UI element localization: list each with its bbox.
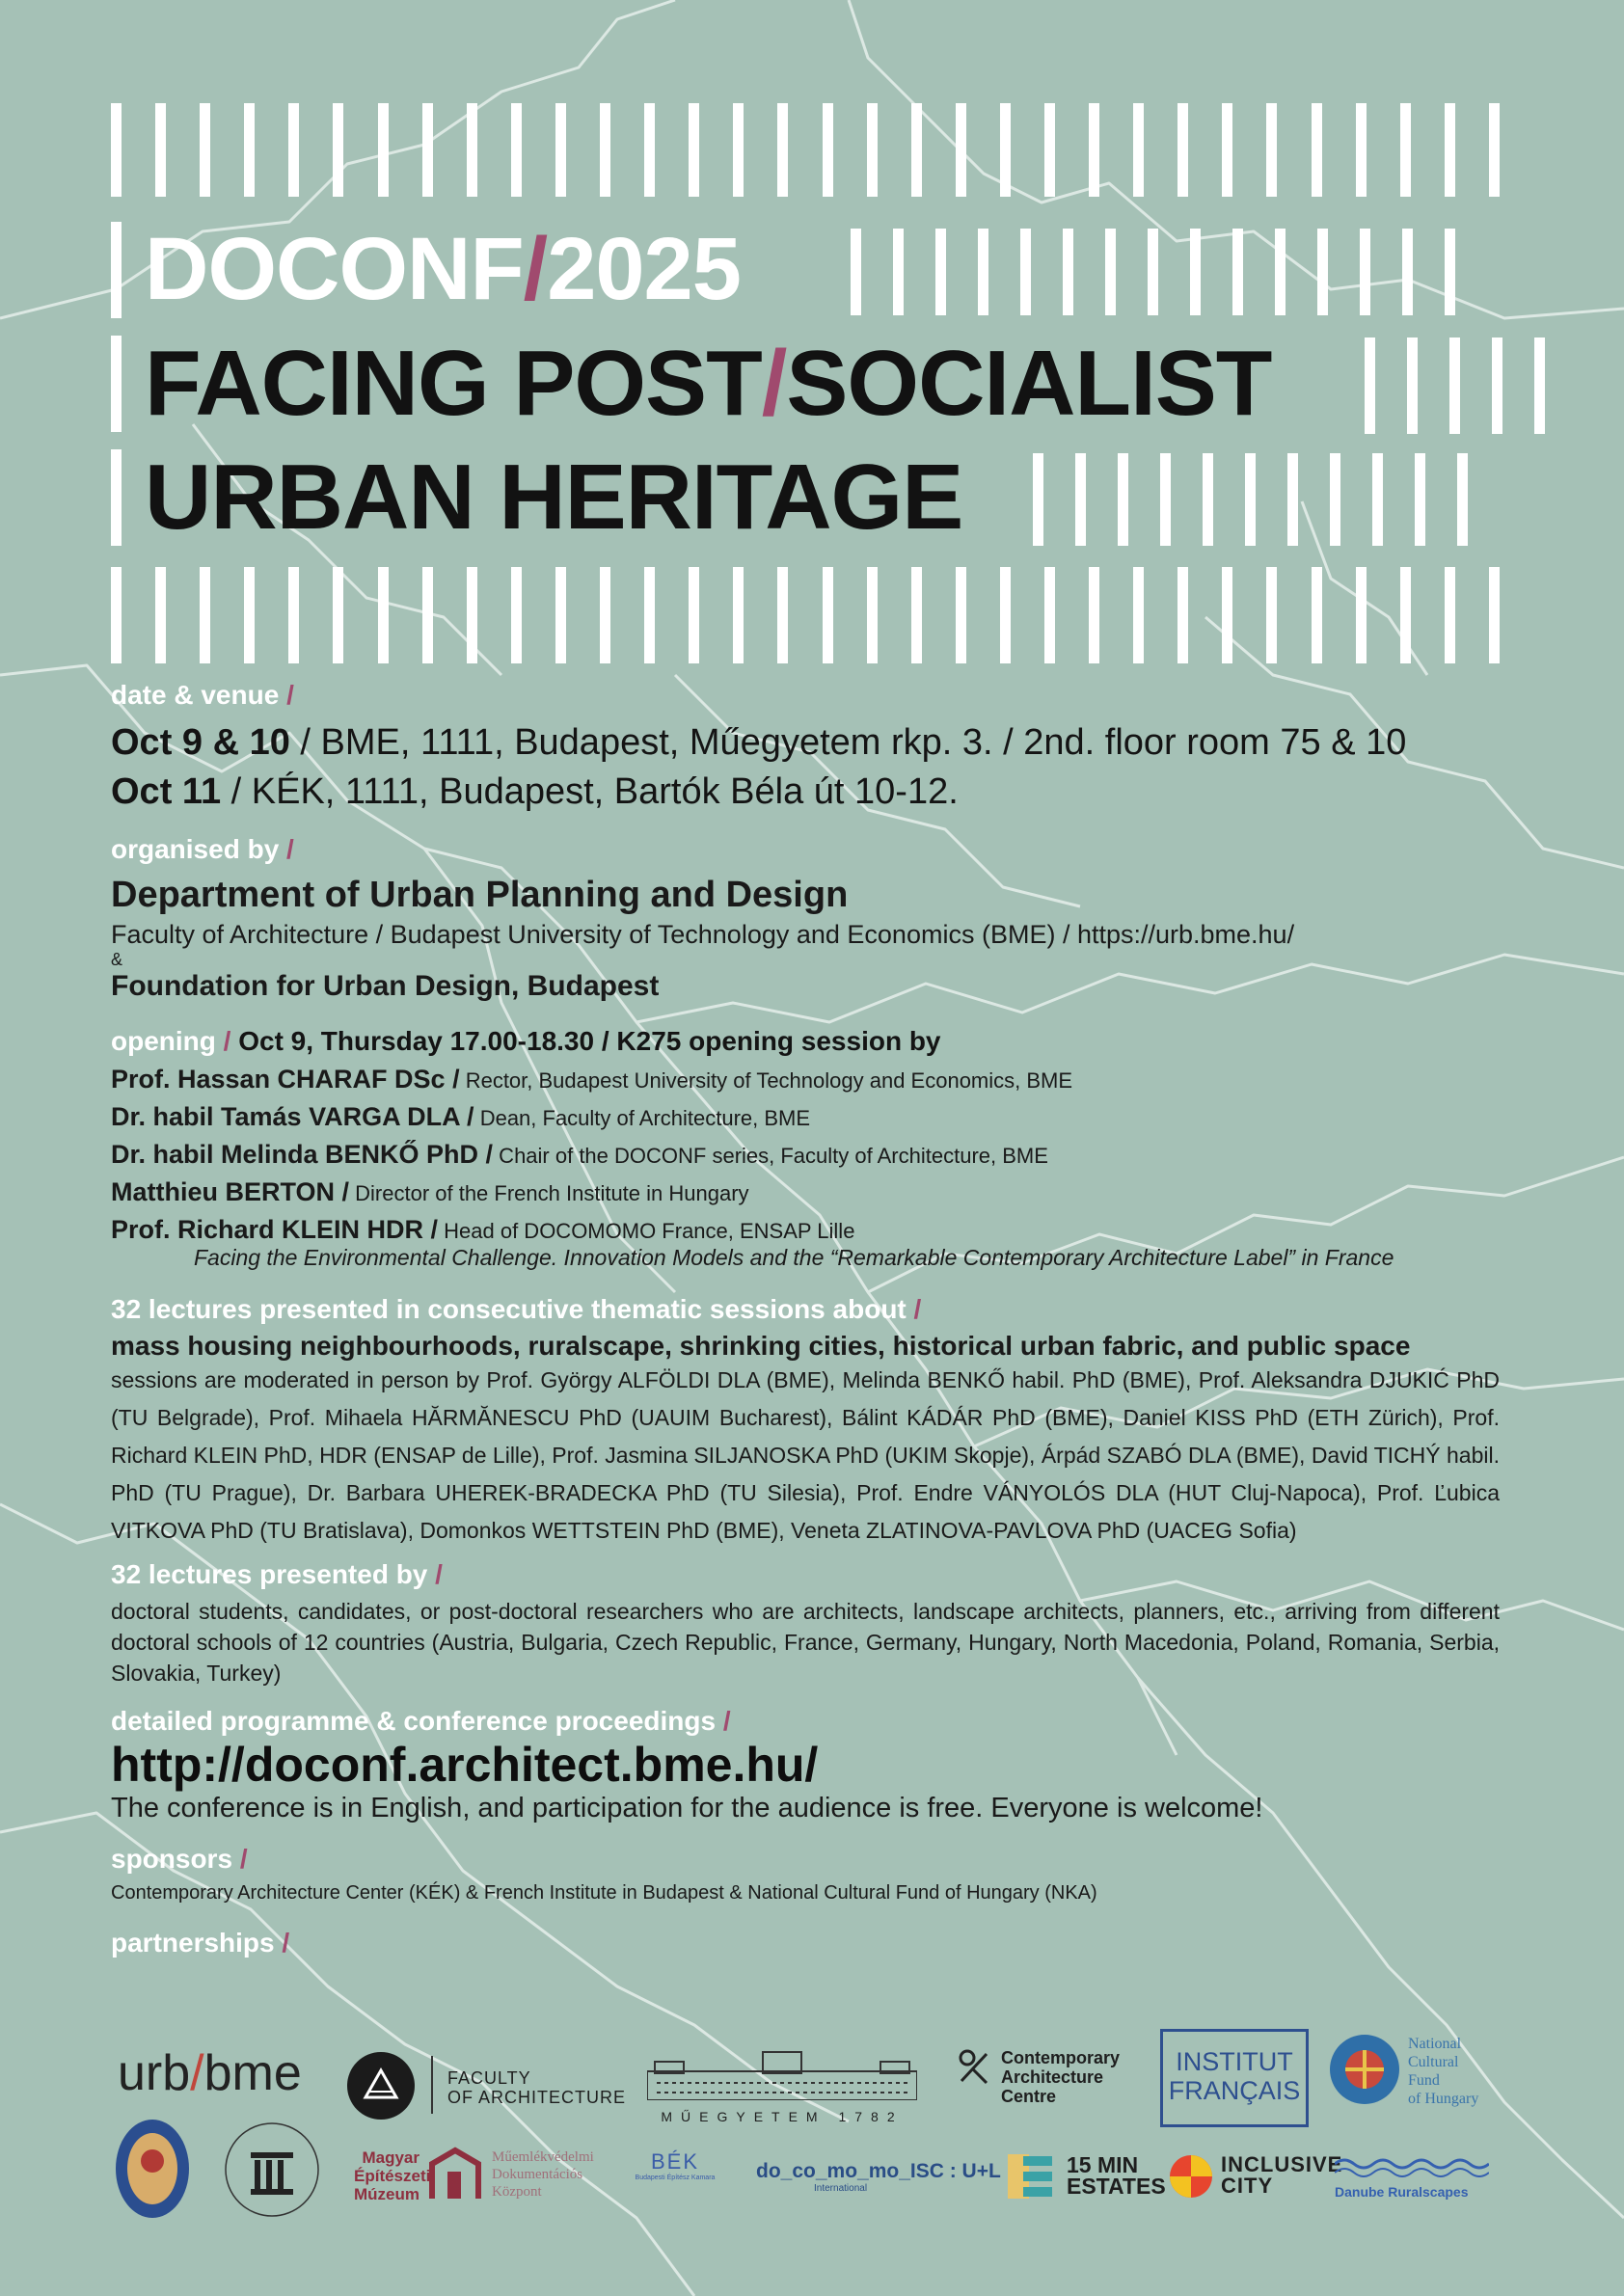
heritage-docs-logo: Műemlékvédelmi Dokumentációs Központ bbox=[492, 2149, 594, 2200]
wave-icon bbox=[1335, 2156, 1489, 2177]
session-moderators: sessions are moderated in person by Prof. György ALFÖLDI DLA (BME), Melinda BENKŐ habil. PhD (BME), Prof. Aleksandra DJUKIĆ PhD (TU Belgrade), Prof. Mihaela HĂRMĂNESCU PhD (UAUIM Bucharest), Bálint KÁDÁR PhD (BME), Daniel KISS PhD (ETH Zürich), Prof. Richard KLEIN PhD, HDR (ENSAP de Lille), Prof. Jasmina SILJANOSKA PhD (UKIM Skopje), Árpád SZABÓ DLA (BME), David TICHÝ habil. PhD (TU Prague), Dr. Barbara UHEREK-BRADECKA PhD (TU Silesia), Prof. Endre VÁNYOLÓS DLA (HUT Cluj-Napoca), Prof. Ľubica VITKOVA PhD (TU Bratislava), Domonkos WETTSTEIN PhD (BME), Veneta ZLATINOVA-PAVLOVA PhD (UACEG Sofia) bbox=[111, 1367, 1500, 1543]
organiser-name: Department of Urban Planning and Design bbox=[111, 875, 849, 915]
ampersand: & bbox=[111, 950, 123, 969]
section-label-venue: date & venue / bbox=[111, 680, 294, 710]
kek-logo bbox=[958, 2048, 990, 2092]
section-label-organised: organised by / bbox=[111, 834, 294, 864]
conference-name: DOCONF/2025 bbox=[145, 220, 741, 318]
section-label-sessions: 32 lectures presented in consecutive thematic sessions about / bbox=[111, 1294, 922, 1324]
section-label-opening: opening / Oct 9, Thursday 17.00-18.30 / K275 opening session by bbox=[111, 1026, 941, 1056]
muegyetem-logo: MŰEGYETEM 1782 bbox=[647, 2046, 917, 2124]
faculty-logo-text: FACULTY OF ARCHITECTURE bbox=[447, 2068, 627, 2107]
docomomo-logo: do_co_mo_mo_ISC : U+L International bbox=[756, 2160, 1001, 2194]
column-emblem-icon bbox=[222, 2120, 322, 2220]
section-label-partnerships: partnerships / bbox=[111, 1928, 290, 1958]
bek-logo: BÉK Budapesti Építész Kamara bbox=[635, 2149, 716, 2181]
institut-francais-logo: INSTITUT FRANÇAIS bbox=[1160, 2029, 1309, 2127]
content bbox=[111, 680, 1500, 1958]
nka-emblem-icon bbox=[1329, 2031, 1400, 2108]
title-line-3: URBAN HERITAGE bbox=[145, 445, 963, 549]
section-label-presenters: 32 lectures presented by / bbox=[111, 1559, 443, 1589]
decorative-bars-row2 bbox=[1365, 338, 1545, 434]
nka-logo-text: National Cultural Fund of Hungary bbox=[1408, 2036, 1479, 2107]
speaker-1: Prof. Hassan CHARAF DSc / Rector, Budapest University of Technology and Economics, BME bbox=[111, 1065, 1073, 1094]
urb-bme-logo: urb/bme bbox=[118, 2045, 302, 2101]
attendance-note: The conference is in English, and participation for the audience is free. Everyone is welcome! bbox=[111, 1793, 1263, 1823]
speaker-5: Prof. Richard KLEIN HDR / Head of DOCOMOMO France, ENSAP Lille bbox=[111, 1215, 855, 1244]
decorative-bars-bottom bbox=[111, 567, 1500, 663]
conference-url[interactable]: http://doconf.architect.bme.hu/ bbox=[111, 1738, 819, 1792]
faculty-divider bbox=[431, 2056, 433, 2114]
section-label-programme: detailed programme & conference proceedings / bbox=[111, 1706, 731, 1736]
architecture-museum-logo: Magyar Építészeti Múzeum bbox=[354, 2148, 431, 2203]
venue-day-1: Oct 9 & 10 / BME, 1111, Budapest, Műegyetem rkp. 3. / 2nd. floor room 75 & 10 bbox=[111, 722, 1407, 763]
decorative-bars-top bbox=[111, 103, 1500, 197]
inclusive-city-text: INCLUSIVE CITY bbox=[1221, 2152, 1343, 2198]
academy-seal-icon bbox=[114, 2118, 191, 2220]
museum-arch-icon bbox=[428, 2147, 482, 2205]
title-line-2: FACING POST/SOCIALIST bbox=[145, 331, 1272, 435]
chamber-logo bbox=[222, 2120, 322, 2225]
university-building-icon bbox=[647, 2046, 917, 2100]
foundation-name: Foundation for Urban Design, Budapest bbox=[111, 970, 660, 1002]
presenters-text: doctoral students, candidates, or post-doctoral researchers who are architects, landscape architects, planners, etc., arriving from different doctoral schools of 12 countries (Austria, Bulgaria, Czech Republic, France, Germany, Hungary, North Macedonia, Poland, Romania, Serbia, Slovakia, Turkey) bbox=[111, 1599, 1500, 1686]
danube-ruralscapes-logo: Danube Ruralscapes bbox=[1335, 2156, 1489, 2200]
speaker-2: Dr. habil Tamás VARGA DLA / Dean, Faculty of Architecture, BME bbox=[111, 1102, 811, 1131]
keynote-title: Facing the Environmental Challenge. Innovation Models and the “Remarkable Contemporary Architecture Label” in France bbox=[194, 1245, 1394, 1270]
15min-estates-icon bbox=[1008, 2154, 1052, 2203]
15min-estates-text: 15 MIN ESTATES bbox=[1067, 2152, 1166, 2199]
nka-logo bbox=[1329, 2031, 1400, 2113]
section-label-sponsors: sponsors / bbox=[111, 1844, 248, 1874]
speaker-3: Dr. habil Melinda BENKŐ PhD / Chair of the DOCONF series, Faculty of Architecture, BME bbox=[111, 1140, 1048, 1169]
kek-icon bbox=[958, 2048, 990, 2087]
kek-logo-text: Contemporary Architecture Centre bbox=[1001, 2048, 1121, 2106]
organiser-faculty: Faculty of Architecture / Budapest University of Technology and Economics (BME) / https://urb.bme.hu/ bbox=[111, 920, 1295, 949]
faculty-architecture-logo bbox=[346, 2051, 416, 2125]
title-block bbox=[111, 214, 1271, 553]
hungarian-academy-logo bbox=[114, 2118, 191, 2225]
inclusive-city-icon bbox=[1169, 2154, 1213, 2203]
speaker-4: Matthieu BERTON / Director of the French Institute in Hungary bbox=[111, 1177, 749, 1206]
session-topics: mass housing neighbourhoods, ruralscape, shrinking cities, historical urban fabric, and public space bbox=[111, 1331, 1411, 1361]
faculty-emblem-icon bbox=[346, 2051, 416, 2120]
sponsors-text: Contemporary Architecture Center (KÉK) & French Institute in Budapest & National Cultural Fund of Hungary (NKA) bbox=[111, 1882, 1097, 1904]
venue-day-2: Oct 11 / KÉK, 1111, Budapest, Bartók Béla út 10-12. bbox=[111, 771, 959, 812]
